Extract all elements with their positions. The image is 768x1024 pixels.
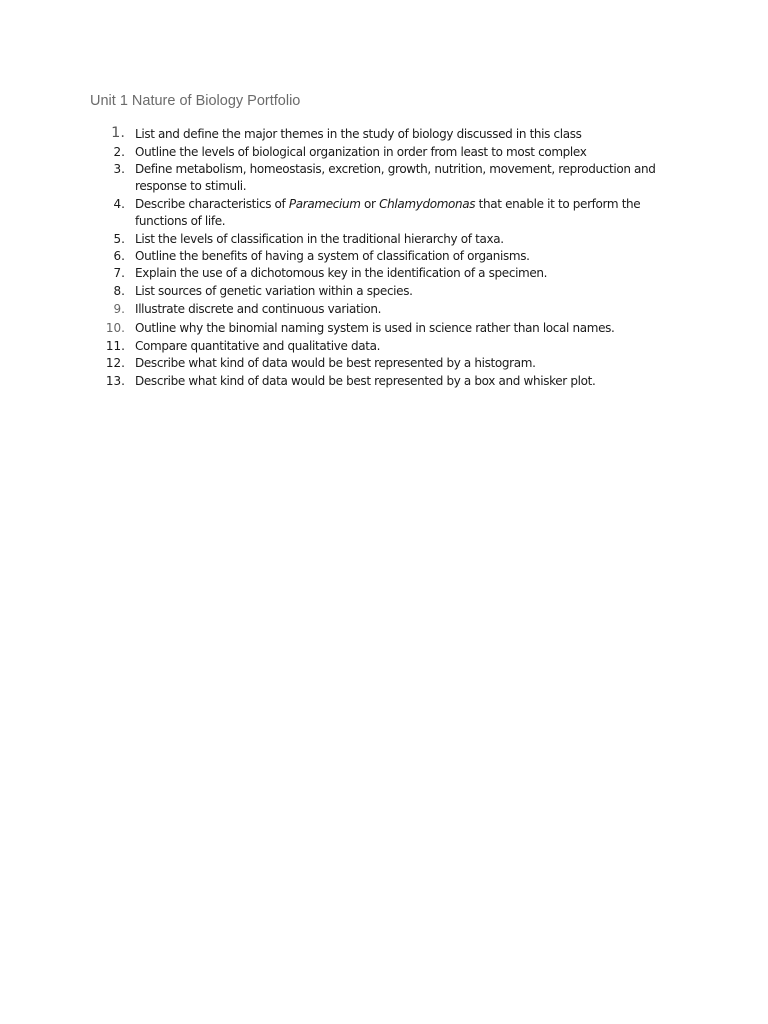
- item-number: 7.: [113, 266, 125, 280]
- question-list: [0, 126, 768, 390]
- item-text: List the levels of classification in the traditional hierarchy of taxa.: [135, 232, 504, 246]
- item-number: 5.: [113, 232, 125, 246]
- item-number: 1.: [111, 125, 125, 141]
- item-text: Illustrate discrete and continuous variation.: [135, 302, 382, 316]
- item-number: 13.: [105, 374, 125, 388]
- list-item: [0, 196, 768, 230]
- item-number: 10.: [105, 321, 125, 335]
- item-text: Compare quantitative and qualitative data.: [135, 339, 381, 353]
- item-number: 4.: [113, 197, 125, 211]
- list-item: [0, 126, 768, 143]
- item-text: Outline the levels of biological organization in order from least to most complex: [135, 145, 587, 159]
- list-item: [0, 144, 768, 161]
- item-text: Outline why the binomial naming system is used in science rather than local names.: [135, 321, 615, 335]
- item-text: List and define the major themes in the study of biology discussed in this class: [135, 127, 582, 141]
- list-item: [0, 373, 768, 390]
- item-text: Explain the use of a dichotomous key in the identification of a specimen.: [135, 266, 548, 280]
- list-item: [0, 265, 768, 282]
- item-number: 9.: [113, 302, 125, 316]
- item-number: 6.: [113, 249, 125, 263]
- item-text: List sources of genetic variation within a species.: [135, 284, 413, 298]
- list-item: [0, 301, 768, 318]
- list-item: [0, 320, 768, 337]
- list-item: [0, 338, 768, 355]
- item-text: Describe what kind of data would be best represented by a histogram.: [135, 356, 536, 370]
- document-title: Unit 1 Nature of Biology Portfolio: [90, 93, 301, 109]
- item-text-before: Describe characteristics of: [135, 197, 289, 211]
- item-text-italic-chlamydomonas: Chlamydomonas: [379, 197, 476, 211]
- item-text: Describe what kind of data would be best represented by a box and whisker plot.: [135, 374, 596, 388]
- item-number: 11.: [105, 339, 125, 353]
- list-item: [0, 231, 768, 248]
- item-number: 8.: [113, 284, 125, 298]
- item-text: Define metabolism, homeostasis, excretion, growth, nutrition, movement, reproduction and response to stimuli.: [135, 162, 656, 193]
- item-number: 3.: [113, 162, 125, 176]
- item-number: 12.: [105, 356, 125, 370]
- list-item: [0, 161, 768, 195]
- item-number: 2.: [113, 145, 125, 159]
- list-item: [0, 248, 768, 265]
- list-item: [0, 355, 768, 372]
- list-item: [0, 283, 768, 300]
- item-text-after: that enable it to perform the functions of life.: [135, 197, 641, 228]
- item-text: Outline the benefits of having a system of classification of organisms.: [135, 249, 530, 263]
- item-text-italic-paramecium: Paramecium: [288, 197, 361, 211]
- item-text-mid: or: [360, 197, 380, 211]
